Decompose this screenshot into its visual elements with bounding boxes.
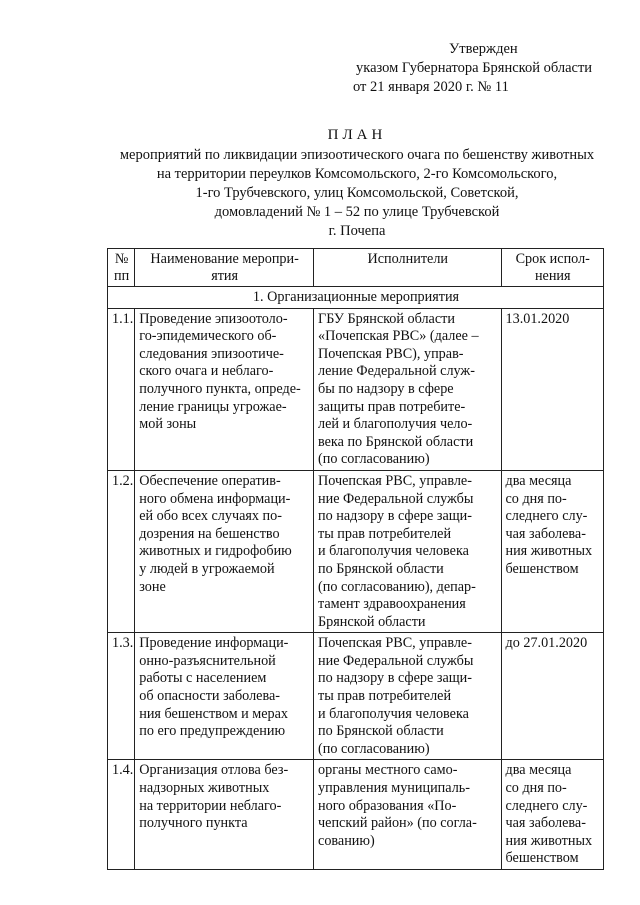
title-line: 1-го Трубчевского, улиц Комсомольской, Советской, [195, 185, 519, 201]
cell-name-line: дозрения на бешенство [139, 525, 280, 542]
cell-term-line: до 27.01.2020 [505, 635, 588, 652]
section-row [108, 287, 604, 309]
cell-name-line: на территории неблаго- [139, 797, 282, 814]
cell-term-line: ния животных [505, 543, 593, 560]
cell-name-line: онно-разъяснительной [139, 652, 276, 669]
cell-executors-line: ного образования «По- [318, 797, 457, 814]
cell-term-line: ния животных [505, 832, 593, 849]
cell-executors-line: и благополучия человека [318, 705, 469, 722]
header-text: Исполнители [367, 251, 448, 267]
cell-executors [314, 308, 501, 470]
title-line: г. Почепа [328, 223, 386, 239]
table-row [108, 633, 604, 760]
cell-name-line: Обеспечение оператив- [139, 472, 281, 489]
cell-term [501, 470, 604, 632]
cell-executors-line: бы по надзору в сфере [318, 380, 454, 397]
cell-name-line: ного обмена информаци- [139, 490, 291, 507]
header-text: пп [114, 268, 130, 284]
cell-executors-line: «Почепская РВС» (далее – [318, 328, 479, 345]
title-line: мероприятий по ликвидации эпизоотического очага по бешенству животных [119, 147, 595, 163]
cell-num: 1.4. [108, 760, 135, 870]
header-name [135, 249, 314, 287]
cell-name-line: надзорных животных [139, 780, 270, 797]
cell-name [135, 760, 314, 870]
header-text: Срок испол- [515, 251, 590, 267]
cell-term-line: со дня по- [505, 490, 567, 507]
cell-name-line: Организация отлова без- [139, 762, 289, 779]
cell-executors-line: ты прав потребителей [318, 525, 452, 542]
table-row [108, 308, 604, 470]
cell-executors-line: управления муниципаль- [318, 780, 470, 797]
cell-executors-line: ление Федеральной служ- [318, 363, 475, 380]
approval-line-date: от 21 января 2020 г. № 11 [353, 79, 509, 95]
cell-name-line: об опасности заболева- [139, 688, 281, 705]
cell-name-line: мой зоны [139, 416, 197, 433]
cell-name-line: получного пункта, опреде- [139, 380, 301, 397]
cell-name-line: ление границы угрожае- [139, 398, 287, 415]
cell-executors [314, 760, 501, 870]
cell-executors-line: Почепская РВС), управ- [318, 345, 464, 362]
cell-name [135, 470, 314, 632]
cell-name-line: животных и гидрофобию [139, 543, 292, 560]
approval-line-approved: Утвержден [449, 41, 518, 57]
approval-block [353, 40, 592, 97]
document-title [92, 126, 622, 241]
cell-executors-line: ГБУ Брянской области [318, 310, 455, 327]
plan-heading: ПЛАН [327, 127, 387, 143]
cell-term [501, 760, 604, 870]
cell-term-line: два месяца [505, 762, 572, 779]
title-line: на территории переулков Комсомольского, 2-го Комсомольского, [156, 166, 558, 182]
cell-name-line: получного пункта [139, 815, 248, 832]
plan-table [107, 248, 604, 870]
cell-name-line: у людей в угрожаемой [139, 560, 275, 577]
cell-executors-line: органы местного само- [318, 762, 458, 779]
cell-executors-line: по Брянской области [318, 723, 444, 740]
cell-name-line: го-эпидемического об- [139, 328, 277, 345]
cell-name-line: следования эпизоотиче- [139, 345, 284, 362]
cell-name-line: ского очага и неблаго- [139, 363, 274, 380]
cell-executors-line: Почепская РВС, управле- [318, 472, 472, 489]
cell-executors-line: по надзору в сфере защи- [318, 508, 472, 525]
cell-executors-line: (по согласованию), депар- [318, 578, 476, 595]
cell-executors-line: века по Брянской области [318, 433, 474, 450]
cell-executors-line: по надзору в сфере защи- [318, 670, 472, 687]
cell-term-line: со дня по- [505, 780, 567, 797]
cell-name [135, 633, 314, 760]
cell-term-line: чая заболева- [505, 525, 586, 542]
cell-num: 1.1. [108, 308, 135, 470]
cell-term-line: следнего слу- [505, 508, 588, 525]
cell-term-line: два месяца [505, 472, 572, 489]
cell-term-line: чая заболева- [505, 815, 586, 832]
approval-line-decree: указом Губернатора Брянской области [356, 60, 593, 76]
cell-num: 1.3. [108, 633, 135, 760]
cell-executors-line: (по согласованию) [318, 451, 430, 468]
table-header-row [108, 249, 604, 287]
header-term [501, 249, 604, 287]
cell-executors-line: тамент здравоохранения [318, 596, 466, 613]
cell-name-line: зоне [139, 578, 166, 595]
header-text: № [114, 251, 129, 267]
cell-executors-line: сованию) [318, 832, 375, 849]
cell-executors [314, 633, 501, 760]
cell-executors-line: Почепская РВС, управле- [318, 635, 472, 652]
cell-name-line: Проведение информаци- [139, 635, 289, 652]
cell-term [501, 633, 604, 760]
cell-executors-line: чепский район» (по согла- [318, 815, 477, 832]
cell-executors-line: по Брянской области [318, 560, 444, 577]
cell-term-line: бешенством [505, 850, 579, 867]
cell-name-line: по его предупреждению [139, 723, 286, 740]
header-text: ятия [211, 268, 239, 284]
cell-executors-line: лей и благополучия чело- [318, 416, 473, 433]
header-text: нения [534, 268, 571, 284]
cell-name [135, 308, 314, 470]
cell-executors-line: (по согласованию) [318, 740, 430, 757]
cell-executors-line: защиты прав потребите- [318, 398, 466, 415]
cell-executors [314, 470, 501, 632]
section-title: 1. Организационные мероприятия [108, 287, 604, 309]
cell-executors-line: и благополучия человека [318, 543, 469, 560]
header-num [108, 249, 135, 287]
header-executors [314, 249, 501, 287]
title-line: домовладений № 1 – 52 по улице Трубчевской [214, 204, 500, 220]
cell-executors-line: ты прав потребителей [318, 688, 452, 705]
cell-term-line: 13.01.2020 [505, 310, 570, 327]
cell-name-line: ния бешенством и мерах [139, 705, 288, 722]
cell-term-line: бешенством [505, 560, 579, 577]
header-text: Наименование меропри- [150, 251, 299, 267]
cell-term [501, 308, 604, 470]
cell-name-line: Проведение эпизоотоло- [139, 310, 288, 327]
cell-executors-line: ние Федеральной службы [318, 490, 474, 507]
cell-name-line: ей обо всех случаях по- [139, 508, 282, 525]
table-row [108, 470, 604, 632]
cell-num: 1.2. [108, 470, 135, 632]
cell-executors-line: Брянской области [318, 613, 426, 630]
cell-executors-line: ние Федеральной службы [318, 652, 474, 669]
cell-name-line: работы с населением [139, 670, 267, 687]
cell-term-line: следнего слу- [505, 797, 588, 814]
table-row [108, 760, 604, 870]
